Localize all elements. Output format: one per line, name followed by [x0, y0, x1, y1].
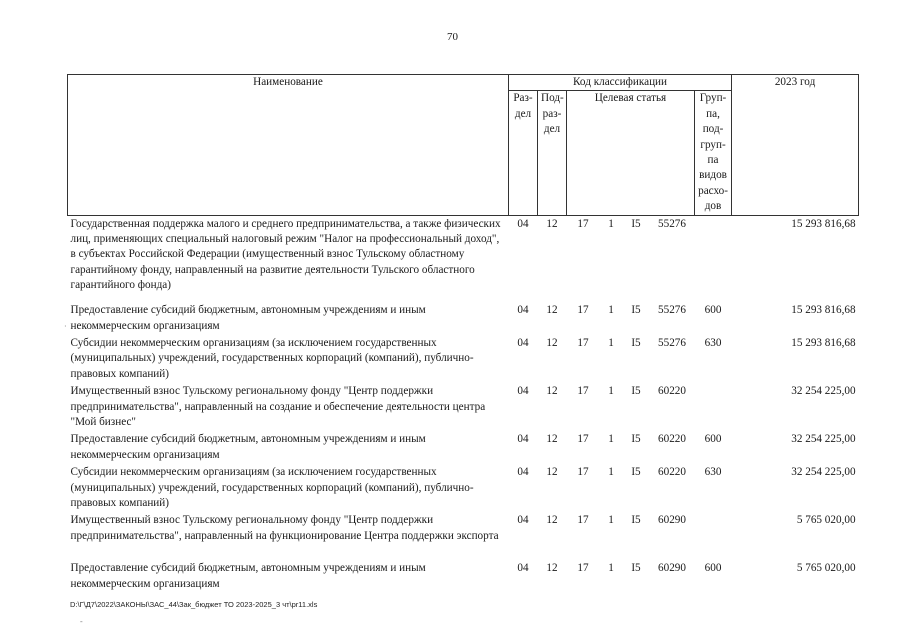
- header-target-article: Целевая статья: [567, 91, 695, 215]
- row-target-direction: 60220: [658, 466, 686, 479]
- row-target-program: 17: [577, 304, 589, 317]
- row-name: Предоставление субсидий бюджетным, автономным учреждениям и иным некоммерческим организациям: [70, 433, 426, 461]
- header-name: Наименование: [68, 75, 509, 216]
- budget-table: [67, 74, 859, 594]
- row-name: Предоставление субсидий бюджетным, автономным учреждениям и иным некоммерческим организациям: [70, 562, 426, 590]
- row-target-direction: 55276: [658, 336, 686, 349]
- row-name: Государственная поддержка малого и среднего предпринимательства, а также физических лиц, применяющих специальный налоговый режим "Налог на профессиональный доход", в субъектах Российской Федерации (имущественный взнос Тульскому областному гарантийному фонду, направленный на развитие деятельности Тульского областного гарантийного фонда): [70, 217, 501, 292]
- row-target-project: I5: [631, 466, 641, 479]
- row-expense-group: 600: [704, 433, 722, 446]
- scan-mark: -: [80, 617, 83, 626]
- table-body: [68, 215, 859, 594]
- row-target-project: I5: [631, 336, 641, 349]
- row-subsection: 12: [546, 217, 558, 230]
- row-expense-group: 630: [704, 336, 722, 349]
- page-number: 70: [447, 31, 458, 43]
- row-amount: 32 254 225,00: [791, 466, 856, 479]
- header-section: Раз- дел: [509, 91, 538, 215]
- row-expense-group: 630: [704, 466, 722, 479]
- row-target-project: I5: [631, 385, 641, 398]
- row-target-project: I5: [631, 562, 641, 575]
- row-target-subprogram: 1: [608, 217, 614, 230]
- row-target-project: I5: [631, 217, 641, 230]
- row-target-program: 17: [577, 562, 589, 575]
- row-target-program: 17: [577, 217, 589, 230]
- row-target-project: I5: [631, 514, 641, 527]
- row-target-subprogram: 1: [608, 304, 614, 317]
- row-target-direction: 55276: [658, 217, 686, 230]
- row-amount: 15 293 816,68: [791, 336, 856, 349]
- table-row: [68, 432, 859, 465]
- row-target-subprogram: 1: [608, 433, 614, 446]
- row-subsection: 12: [546, 304, 558, 317]
- row-target-direction: 60220: [658, 433, 686, 446]
- row-target-subprogram: 1: [608, 336, 614, 349]
- row-target-program: 17: [577, 433, 589, 446]
- row-section: 04: [517, 562, 529, 575]
- row-section: 04: [517, 336, 529, 349]
- row-target-subprogram: 1: [608, 466, 614, 479]
- row-expense-group: 600: [704, 562, 722, 575]
- row-expense-group: [695, 384, 732, 432]
- table-row: [68, 384, 859, 432]
- row-subsection: 12: [546, 514, 558, 527]
- row-target-subprogram: 1: [608, 385, 614, 398]
- table-row: [68, 465, 859, 513]
- header-expense-group: Груп- па, под- груп- па видов расхо- дов: [695, 91, 732, 215]
- row-target-direction: 60290: [658, 514, 686, 527]
- row-section: 04: [517, 466, 529, 479]
- scan-mark: ·: [64, 322, 67, 331]
- row-target-direction: 60290: [658, 562, 686, 575]
- header-classification-code: Код классификации: [509, 75, 732, 91]
- row-name: Субсидии некоммерческим организациям (за исключением государственных (муниципальных) учреждений, государственных корпораций (компаний), публично-правовых компаний): [70, 336, 474, 380]
- row-target-program: 17: [577, 466, 589, 479]
- row-subsection: 12: [546, 385, 558, 398]
- row-subsection: 12: [546, 466, 558, 479]
- row-amount: 5 765 020,00: [796, 562, 856, 575]
- row-section: 04: [517, 385, 529, 398]
- row-subsection: 12: [546, 336, 558, 349]
- row-target-direction: 55276: [658, 304, 686, 317]
- row-amount: 15 293 816,68: [791, 217, 856, 230]
- row-target-direction: 60220: [658, 385, 686, 398]
- row-amount: 32 254 225,00: [791, 385, 856, 398]
- row-name: Имущественный взнос Тульскому региональному фонду "Центр поддержки предпринимательства", направленный на создание и обеспечение деятельности центра "Мой бизнес": [70, 385, 486, 428]
- row-expense-group: 600: [704, 304, 722, 317]
- row-target-project: I5: [631, 433, 641, 446]
- row-amount: 5 765 020,00: [796, 514, 856, 527]
- file-path: D:\Г\Д7\2022\ЗАКОНЫ\ЗАС_44\Зак_бюджет ТО 2023-2025_3 чт\pr11.xls: [70, 600, 318, 609]
- row-subsection: 12: [546, 562, 558, 575]
- row-expense-group: [695, 215, 732, 303]
- row-name: Субсидии некоммерческим организациям (за исключением государственных (муниципальных) учреждений, государственных корпораций (компаний), публично-правовых компаний): [70, 466, 474, 510]
- row-target-program: 17: [577, 336, 589, 349]
- row-target-program: 17: [577, 385, 589, 398]
- row-target-project: I5: [631, 304, 641, 317]
- row-amount: 15 293 816,68: [791, 304, 856, 317]
- table-row: [68, 561, 859, 594]
- row-expense-group: [695, 513, 732, 561]
- table-row: [68, 215, 859, 303]
- row-section: 04: [517, 304, 529, 317]
- row-target-subprogram: 1: [608, 514, 614, 527]
- row-amount: 32 254 225,00: [791, 433, 856, 446]
- table-row: [68, 513, 859, 561]
- header-subsection: Под- раз- дел: [538, 91, 567, 215]
- table-row: [68, 303, 859, 336]
- row-subsection: 12: [546, 433, 558, 446]
- row-name: Имущественный взнос Тульскому региональному фонду "Центр поддержки предпринимательства", направленный на функционирование Центра поддержки экспорта: [70, 514, 499, 542]
- table-row: [68, 336, 859, 384]
- row-section: 04: [517, 217, 529, 230]
- header-year: 2023 год: [732, 75, 859, 216]
- row-target-program: 17: [577, 514, 589, 527]
- row-target-subprogram: 1: [608, 562, 614, 575]
- row-section: 04: [517, 433, 529, 446]
- row-name: Предоставление субсидий бюджетным, автономным учреждениям и иным некоммерческим организациям: [70, 304, 426, 332]
- row-section: 04: [517, 514, 529, 527]
